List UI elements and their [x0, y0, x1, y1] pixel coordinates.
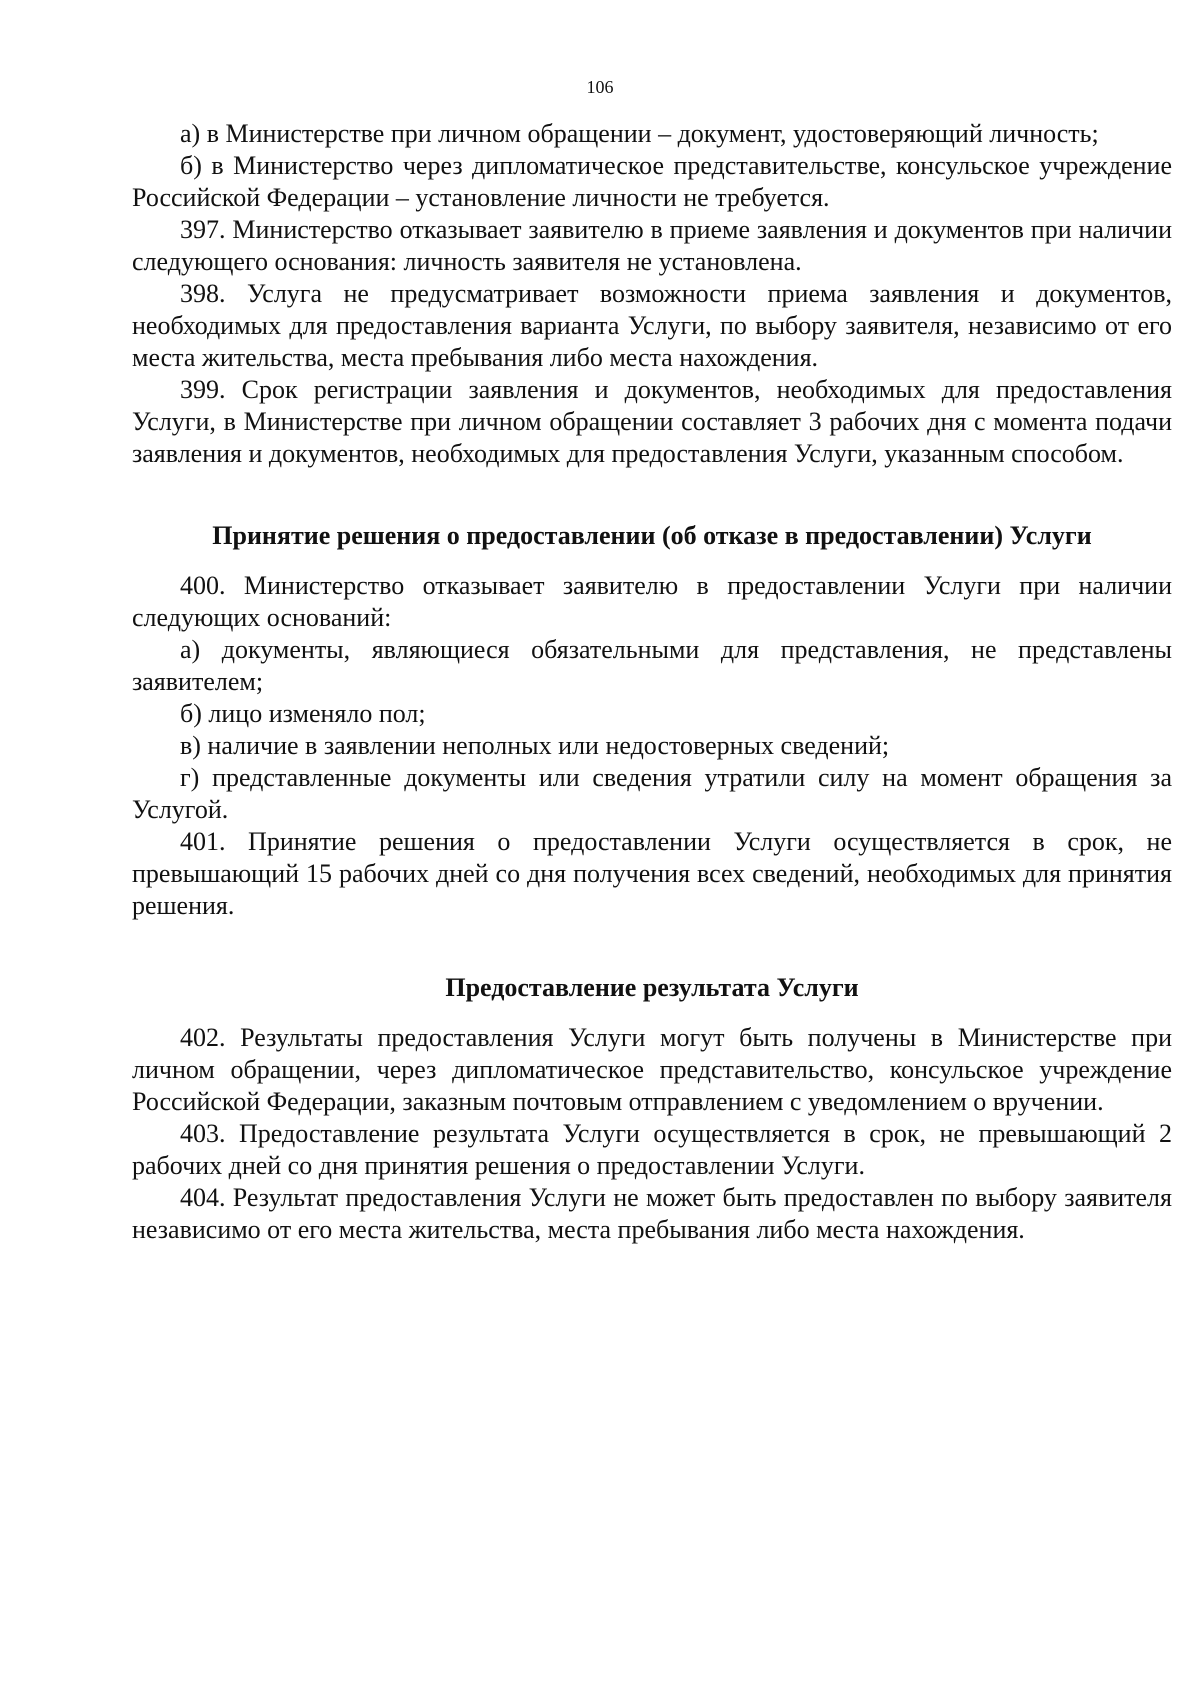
section-heading-result: Предоставление результата Услуги — [445, 973, 859, 1002]
paragraph-400-g: г) представленные документы или сведения утратили силу на момент обращения за Услугой. — [132, 763, 1172, 824]
section-heading-decision: Принятие решения о предоставлении (об отказе в предоставлении) Услуги — [212, 521, 1092, 550]
spacer — [132, 1004, 1172, 1022]
spacer — [132, 470, 1172, 520]
paragraph-399: 399. Срок регистрации заявления и документов, необходимых для предоставления Услуги, в Министерстве при личном обращении составляет 3 рабочих дня с момента подачи заявления и документов, необходимых для предоставления Услуги, указанным способом. — [132, 375, 1172, 468]
spacer — [132, 552, 1172, 570]
page-number: 106 — [586, 77, 614, 97]
paragraph-403: 403. Предоставление результата Услуги осуществляется в срок, не превышающий 2 рабочих дней со дня принятия решения о предоставлении Услуги. — [132, 1119, 1172, 1180]
paragraph-398: 398. Услуга не предусматривает возможности приема заявления и документов, необходимых для предоставления варианта Услуги, по выбору заявителя, независимо от его места жительства, места пребывания либо места нахождения. — [132, 279, 1172, 372]
spacer — [132, 922, 1172, 972]
paragraph-400-a: а) документы, являющиеся обязательными для представления, не представлены заявителем; — [132, 635, 1172, 696]
paragraph-a-identity: а) в Министерстве при личном обращении – документ, удостоверяющий личность; — [180, 119, 1099, 148]
paragraph-401: 401. Принятие решения о предоставлении Услуги осуществляется в срок, не превышающий 15 рабочих дней со дня получения всех сведений, необходимых для принятия решения. — [132, 827, 1172, 920]
paragraph-404: 404. Результат предоставления Услуги не может быть предоставлен по выбору заявителя независимо от его места жительства, места пребывания либо места нахождения. — [132, 1183, 1172, 1244]
paragraph-402: 402. Результаты предоставления Услуги могут быть получены в Министерстве при личном обращении, через дипломатическое представительство, консульское учреждение Российской Федерации, заказным почтовым отправлением с уведомлением о вручении. — [132, 1023, 1172, 1116]
paragraph-b-identity: б) в Министерство через дипломатическое представительстве, консульское учреждение Российской Федерации – установление личности не требуется. — [132, 151, 1172, 212]
paragraph-397: 397. Министерство отказывает заявителю в приеме заявления и документов при наличии следующего основания: личность заявителя не установлена. — [132, 215, 1172, 276]
document-body — [132, 118, 1172, 1246]
paragraph-400-v: в) наличие в заявлении неполных или недостоверных сведений; — [180, 731, 890, 760]
paragraph-400: 400. Министерство отказывает заявителю в предоставлении Услуги при наличии следующих оснований: — [132, 571, 1172, 632]
paragraph-400-b: б) лицо изменяло пол; — [180, 699, 426, 728]
